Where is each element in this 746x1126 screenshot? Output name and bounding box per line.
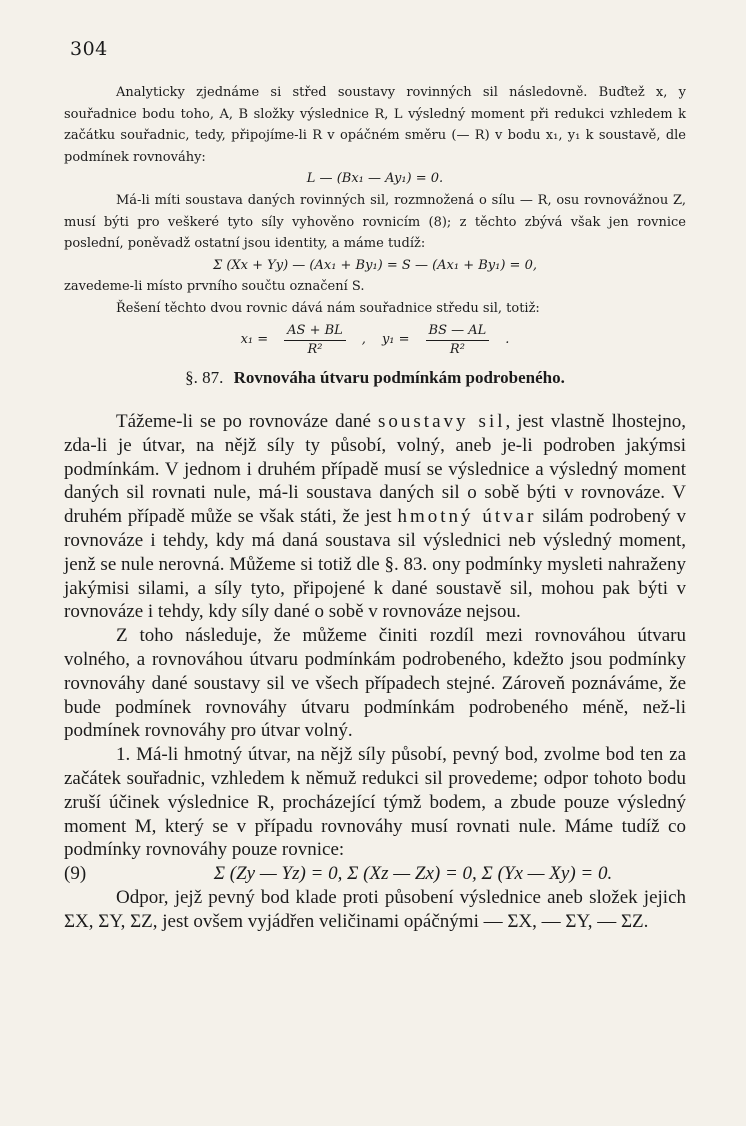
- paragraph: [64, 410, 686, 624]
- denominator: R²: [307, 341, 323, 357]
- solution-y-lhs: y₁ =: [381, 332, 410, 348]
- small-text-block: [64, 82, 686, 363]
- equation: L — (Bx₁ — Ay₁) = 0.: [306, 171, 444, 187]
- equation-body: Σ (Zy — Yz) = 0, Σ (Xz — Zx) = 0, Σ (Yx — Xy) = 0.: [213, 863, 613, 885]
- numerator: BS — AL: [426, 322, 490, 341]
- paragraph: 1. Má-li hmotný útvar, na nějž síly působí, pevný bod, zvolme bod ten za začátek souřadnic, vzhledem k němuž redukci sil provedeme; odpor tohoto bodu zruší účinek výslednice R, procházející týmž bodem, a zbude pouze výsledný moment M, který se v případu rovnováhy musí rovnati nule. Máme tudíž co podmínky rovnováhy pouze rovnice:: [64, 744, 686, 861]
- solution-equations: [64, 322, 686, 359]
- paragraph: Odpor, jejž pevný bod klade proti působení výslednice aneb složek jejich ΣX, ΣY, ΣZ, jest ovšem vyjádřen veličinami opáčnými — ΣX, — ΣY, — ΣZ.: [64, 886, 686, 932]
- paragraph: Z toho následuje, že můžeme činiti rozdíl mezi rovnováhou útvaru volného, a rovnováhou útvaru podmínkám podrobeného, kdežto jsou podmínky rovnováhy dané soustavy sil ve všech případech stejné. Zároveň poznáváme, že bude podmínek rovnováhy útvaru podmínkám podrobeného méně, než-li podmínek rovnováhy pro útvar volný.: [64, 625, 686, 742]
- page-number: 304: [70, 38, 108, 60]
- text-run: silám podrobený v rovnováze i tehdy, kdy má daná soustava sil výslednici neb výsledný moment, jenž se nule nerovná. Můžeme si totiž dle §. 83. ony podmínky mysleti nahraženy jakýmisi silami, a síly tyto, připojené k dané soustavě sil, mohou pak býti v rovnováze i tehdy, kdy síly dané o sobě v rovnováze nejsou.: [64, 506, 686, 623]
- end-period: .: [505, 332, 510, 348]
- equation: Σ (Xx + Yy) — (Ax₁ + By₁) = S — (Ax₁ + By₁) = 0,: [213, 257, 537, 273]
- main-text-block: [64, 410, 686, 934]
- equation-label: (9): [64, 863, 87, 885]
- paragraph: Má-li míti soustava daných rovinných sil, rozmnožená o sílu — R, osu rovnovážnou Z, musí býti pro veškeré tyto síly vyhověno rovnicím (8); z těchto zbývá však jen rovnice poslední, poněvadž ostatní jsou identity, a máme tudíž:: [64, 192, 686, 252]
- fraction-y: [426, 322, 490, 359]
- fraction-x: [284, 322, 346, 359]
- equation-9: [64, 862, 686, 886]
- emphasis-text: hmotný útvar: [397, 506, 537, 528]
- section-heading: [64, 368, 686, 388]
- solution-x-lhs: x₁ =: [240, 332, 269, 348]
- paragraph: zavedeme-li místo prvního součtu označení S.: [64, 279, 365, 295]
- section-number: §. 87.: [185, 368, 224, 387]
- emphasis-text: soustavy sil: [378, 411, 506, 432]
- numerator: AS + BL: [284, 322, 346, 341]
- text-run: Tážeme-li se po rovnováze dané: [116, 411, 379, 432]
- denominator: R²: [449, 341, 465, 357]
- section-title: Rovnováha útvaru podmínkám podrobeného.: [233, 368, 565, 387]
- separator: ,: [361, 332, 366, 348]
- text-run: , jest vlastně lhostejno, zda-li je útvar, na nějž síly ty působí, volný, aneb je-li podroben jakýmsi podmínkám. V jednom i druhém případě musí se výslednice a výsledný moment daných sil rovnati nule, má-li soustava daných sil o sobě býti v rovnováze. V druhém případě může se však státi, že jest: [64, 411, 686, 528]
- paragraph: Řešení těchto dvou rovnic dává nám souřadnice středu sil, totiž:: [116, 300, 540, 316]
- paragraph: Analyticky zjednáme si střed soustavy rovinných sil následovně. Buďtež x, y souřadnice bodu toho, A, B složky výslednice R, L výsledný moment při redukci vzhledem k začátku souřadnic, tedy, připojíme-li R v opáčném směru (— R) v bodu x₁, y₁ k soustavě, dle podmínek rovnováhy:: [64, 85, 686, 165]
